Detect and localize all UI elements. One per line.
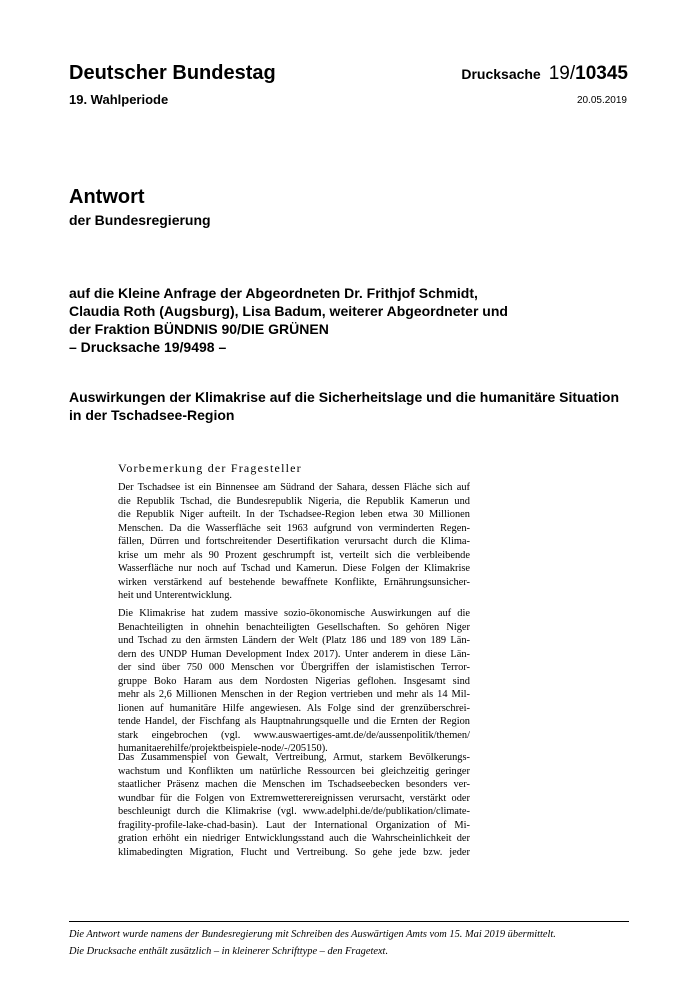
- text-line: Der Tschadsee ist ein Binnensee am Südrand der Sahara, dessen Fläche sich auf: [118, 482, 470, 493]
- footnote-transmission: Die Antwort wurde namens der Bundesregierung mit Schreiben des Auswärtigen Amts vom 15. Mai 2019 übermittelt.: [69, 929, 556, 940]
- text-line: der sind über 750 000 Menschen vor Übergriffen der islamistischen Terror-: [118, 662, 470, 673]
- text-line: staatlicher Präsenz machen die Menschen im Tschadseebecken besonders ver-: [118, 779, 470, 790]
- drucksache-number: [461, 63, 628, 85]
- text-line: Wasserfläche nur noch auf Tschad und Kamerun. Diese Folgen der Klimakrise: [118, 563, 470, 574]
- text-line: klimabedingten Migration, Flucht und Vertreibung. So gehe jede bzw. jeder: [118, 846, 470, 858]
- preliminary-heading: Vorbemerkung der Fragesteller: [118, 461, 302, 475]
- institution-name: Deutscher Bundestag: [69, 62, 276, 84]
- text-line: die Republik Niger aufteilt. In der Tschadsee-Region leben etwa 30 Millionen: [118, 509, 470, 520]
- drucksache-prefix: 19/: [548, 63, 576, 84]
- text-line: gruppe Boko Haram aus dem Nordosten Nigerias geflohen. Insgesamt sind: [118, 675, 470, 687]
- text-line: mehr als 2,6 Millionen Menschen in der Region vertrieben und mehr als 14 Mil-: [118, 689, 470, 700]
- text-line: wundbar für die Folgen von Extremwetterereignissen verursacht, verstärkt oder: [118, 792, 470, 804]
- paragraph-3: [118, 751, 470, 859]
- document-date: 20.05.2019: [576, 95, 627, 106]
- text-line: die Republik Tschad, die Bundesrepublik Nigeria, die Republik Kamerun und: [118, 495, 470, 507]
- reference-line: der Fraktion BÜNDNIS 90/DIE GRÜNEN: [69, 321, 329, 337]
- text-line: Benachteiligten in ohnehin benachteiligten Gesellschaften. So gehören Niger: [118, 621, 470, 633]
- text-line: lionen auf humanitäre Hilfe angewiesen. Als Folge sind der grenzüberschrei-: [118, 702, 470, 714]
- paragraph-1: [118, 481, 470, 603]
- text-line: wirken verstärkend auf bestehende bewaffnete Konflikte, Ernährungsunsicher-: [118, 576, 470, 588]
- paragraph-2: [118, 607, 470, 756]
- drucksache-id: 10345: [575, 63, 628, 84]
- drucksache-label: Drucksache: [461, 66, 541, 82]
- text-line: dern des UNDP Human Development Index 2017). Unter anderem in diese Län-: [118, 648, 470, 660]
- text-line: heit und Unterentwicklung.: [118, 590, 232, 601]
- footnote-print-note: Die Drucksache enthält zusätzlich – in kleinerer Schrifttype – den Fragetext.: [69, 946, 389, 957]
- footnote-divider: [69, 921, 629, 922]
- text-line: beschleunigt durch die Klimakrise (vgl. www.adelphi.de/de/publikation/climate-: [118, 806, 470, 817]
- reference-block: [69, 284, 629, 356]
- title-line: Auswirkungen der Klimakrise auf die Sicherheitslage und die humanitäre Situation: [69, 389, 620, 405]
- text-line: stark eingebrochen (vgl. www.auswaertiges-amt.de/de/aussenpolitik/themen/: [118, 729, 470, 741]
- text-line: gration erhöht ein niedriger Entwicklungsstand auch die Wahrscheinlichkeit der: [118, 833, 470, 844]
- text-line: Das Zusammenspiel von Gewalt, Vertreibung, Armut, starkem Bevölkerungs-: [118, 752, 470, 763]
- legislative-period: 19. Wahlperiode: [69, 92, 169, 107]
- text-line: Menschen. Da die Wasserfläche seit 1963 aufgrund von verminderten Regen-: [118, 522, 470, 534]
- text-line: wachstum und Konflikten um natürliche Ressourcen bei gleichzeitig geringer: [118, 765, 470, 777]
- text-line: tende Handel, der Fischfang als Hauptnahrungsquelle und die Ernten der Region: [118, 716, 470, 727]
- text-line: krise um mehr als 90 Prozent geschrumpft ist, verteilt sich die verbleibende: [118, 549, 470, 561]
- document-title: [69, 388, 639, 424]
- reference-line: auf die Kleine Anfrage der Abgeordneten Dr. Frithjof Schmidt,: [69, 285, 478, 301]
- text-line: fällen, Dürren und fortschreitender Desertifikation verursacht durch die Klima-: [118, 536, 470, 547]
- title-line: in der Tschadsee-Region: [69, 407, 235, 423]
- document-type: Antwort: [69, 186, 145, 208]
- document-author: der Bundesregierung: [69, 212, 211, 228]
- text-line: und Tschad zu den ärmsten Ländern der Welt (Platz 186 und 189 von 189 Län-: [118, 635, 470, 646]
- text-line: fragility-profile-lake-chad-basin). Laut der International Organization of Mi-: [118, 819, 470, 831]
- reference-line: – Drucksache 19/9498 –: [69, 339, 227, 355]
- reference-line: Claudia Roth (Augsburg), Lisa Badum, weiterer Abgeordneter und: [69, 303, 508, 319]
- text-line: humanitaerehilfe/projektbeispiele-node/-/205150).: [118, 743, 328, 754]
- text-line: Die Klimakrise hat zudem massive sozio-ökonomische Auswirkungen auf die: [118, 608, 470, 619]
